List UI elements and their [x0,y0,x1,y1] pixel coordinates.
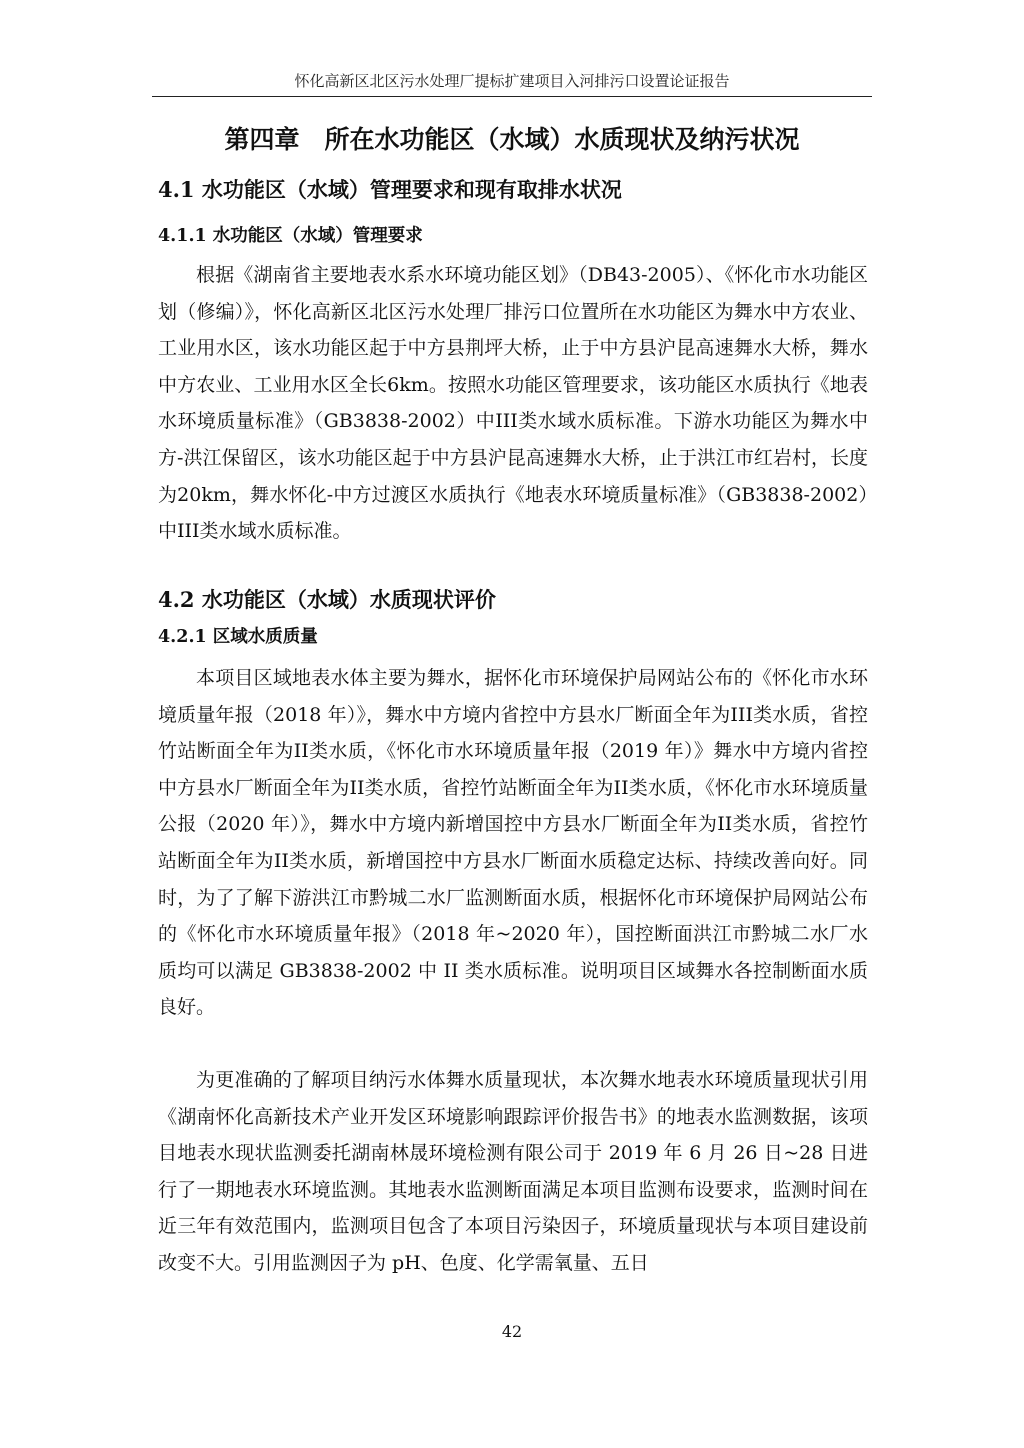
header-divider [152,96,872,97]
paragraph-4-1-1: 根据《湖南省主要地表水系水环境功能区划》（DB43-2005）、《怀化市水功能区划（修编）》，怀化高新区北区污水处理厂排污口位置所在水功能区为舞水中方农业、工业用水区，该水功能区起于中方县荆坪大桥，止于中方县沪昆高速舞水大桥，舞水中方农业、工业用水区全长6km。按照水功能区管理要求，该功能区水质执行《地表水环境质量标准》（GB3838-2002）中III类水域水质标准。下游水功能区为舞水中方-洪江保留区，该水功能区起于中方县沪昆高速舞水大桥，止于洪江市红岩村，长度为20km，舞水怀化-中方过渡区水质执行《地表水环境质量标准》（GB3838-2002）中III类水域水质标准。 [158,264,868,543]
chapter-title: 第四章 所在水功能区（水域）水质现状及纳污状况 [224,125,800,154]
paragraph-4-2-1-a: 本项目区域地表水体主要为舞水，据怀化市环境保护局网站公布的《怀化市水环境质量年报（2018 年）》，舞水中方境内省控中方县水厂断面全年为III类水质，省控竹站断面全年为II类水质，《怀化市水环境质量年报（2019 年）》舞水中方境内省控中方县水厂断面全年为II类水质，省控竹站断面全年为II类水质，《怀化市水环境质量公报（2020 年）》，舞水中方境内新增国控中方县水厂断面全年为II类水质，省控竹站断面全年为II类水质，新增国控中方县水厂断面水质稳定达标、持续改善向好。同时，为了了解下游洪江市黔城二水厂监测断面水质，根据怀化市环境保护局网站公布的《怀化市水环境质量年报》（2018 年~2020 年），国控断面洪江市黔城二水厂水质均可以满足 GB3838-2002 中 II 类水质标准。说明项目区域舞水各控制断面水质良好。 [158,667,868,1019]
subsection-heading-4-1-1: 4.1.1 水功能区（水域）管理要求 [158,226,423,246]
running-header: 怀化高新区北区污水处理厂提标扩建项目入河排污口设置论证报告 [294,72,730,90]
paragraph-4-2-1-b: 为更准确的了解项目纳污水体舞水质量现状，本次舞水地表水环境质量现状引用《湖南怀化高新技术产业开发区环境影响跟踪评价报告书》的地表水监测数据，该项目地表水现状监测委托湖南林晟环境检测有限公司于 2019 年 6 月 26 日~28 日进行了一期地表水环境监测。其地表水监测断面满足本项目监测布设要求，监测时间在近三年有效范围内，监测项目包含了本项目污染因子，环境质量现状与本项目建设前改变不大。引用监测因子为 pH、色度、化学需氧量、五日 [158,1069,868,1274]
section-heading-4-1: 4.1 水功能区（水域）管理要求和现有取排水状况 [158,177,622,202]
subsection-heading-4-2-1: 4.2.1 区域水质质量 [158,627,318,647]
page-number: 42 [501,1322,523,1341]
section-heading-4-2: 4.2 水功能区（水域）水质现状评价 [158,587,496,612]
